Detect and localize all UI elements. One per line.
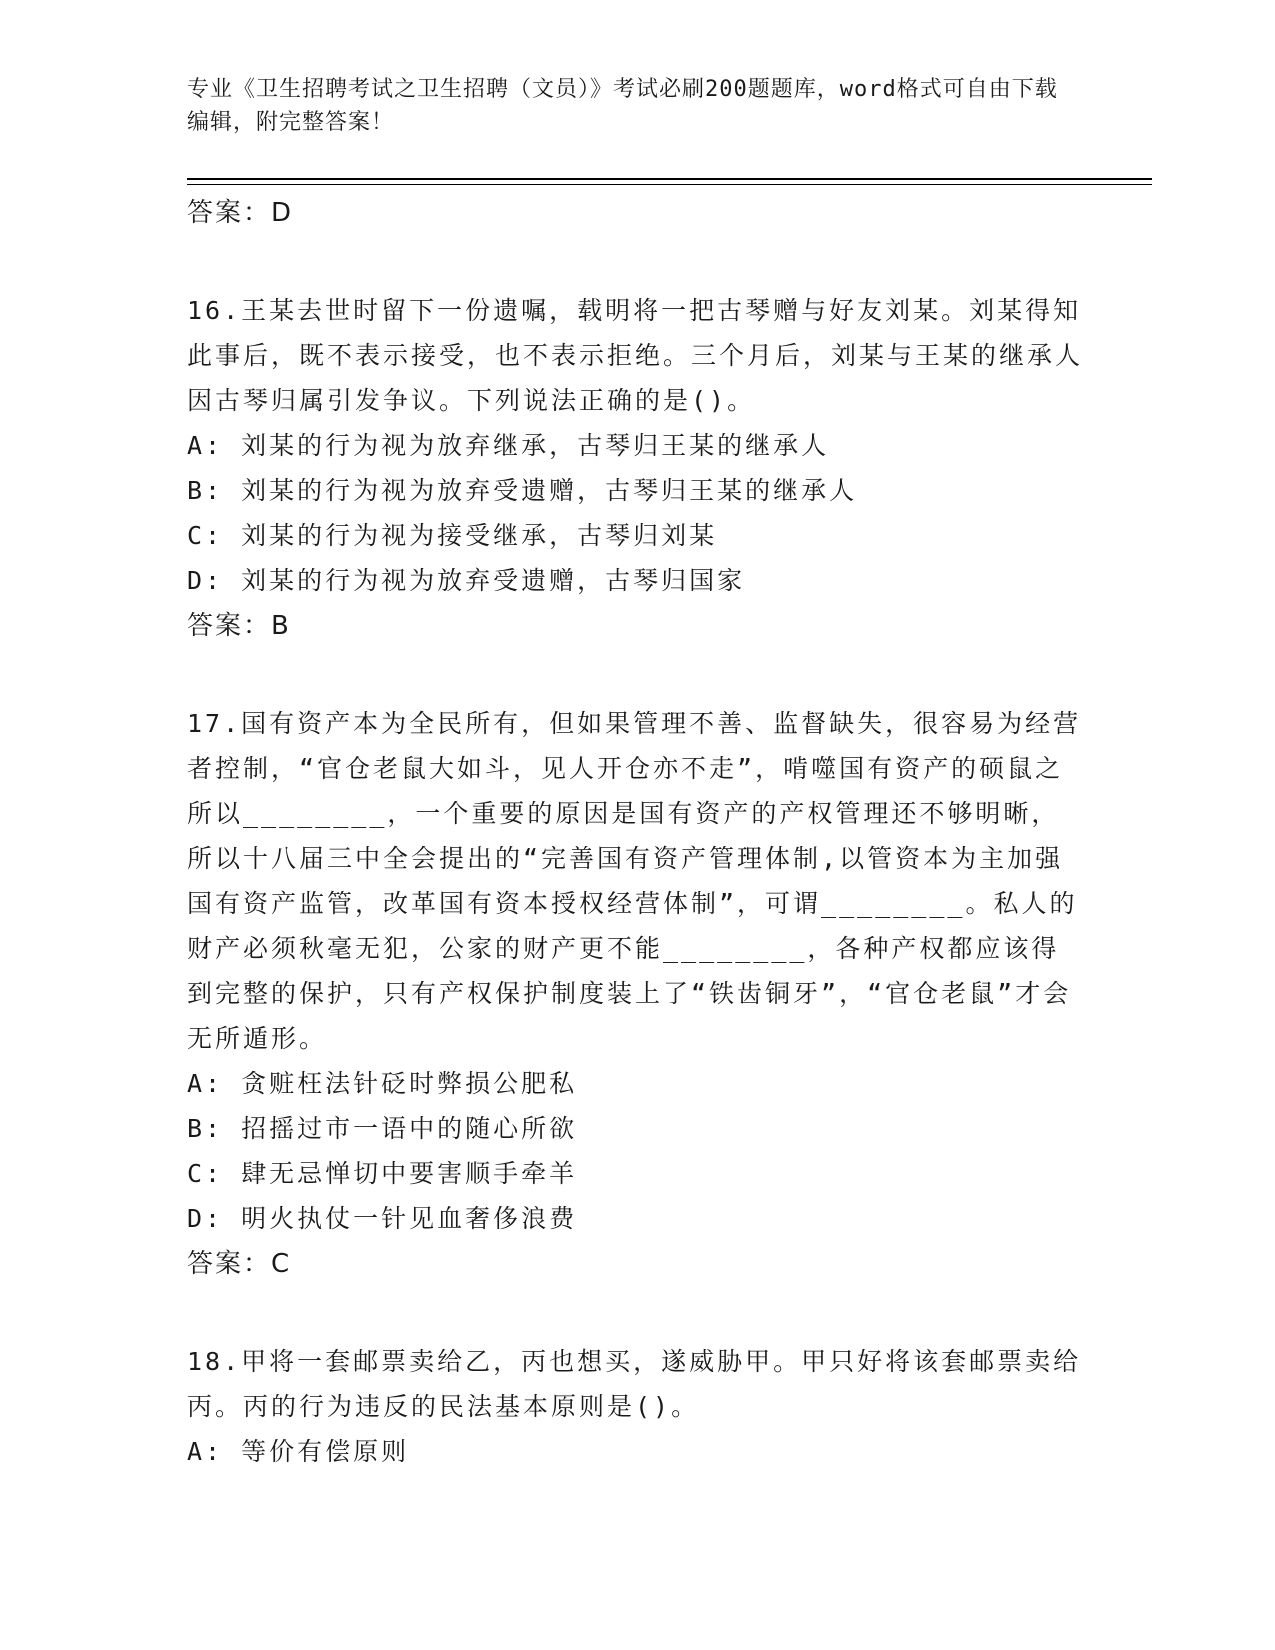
answer-label: 答案： — [187, 1249, 272, 1279]
answer-line — [187, 1241, 1087, 1287]
document-body — [187, 190, 1087, 1474]
option-a: A: 刘某的行为视为放弃继承，古琴归王某的继承人 — [187, 431, 830, 460]
option-c: C: 刘某的行为视为接受继承，古琴归刘某 — [187, 521, 718, 550]
answer-value: D — [271, 198, 294, 228]
question-18 — [187, 1339, 1087, 1474]
option-b: B: 刘某的行为视为放弃受遗赠，古琴归王某的继承人 — [187, 476, 858, 505]
option-a: A: 贪赃枉法针砭时弊损公肥私 — [187, 1069, 578, 1098]
answer-value: C — [271, 1249, 292, 1279]
question-stem: 18.甲将一套邮票卖给乙，丙也想买，遂威胁甲。甲只好将该套邮票卖给丙。丙的行为违反的民法基本原则是()。 — [187, 1347, 1082, 1421]
option-d: D: 刘某的行为视为放弃受遗赠，古琴归国家 — [187, 566, 746, 595]
question-16 — [187, 288, 1087, 649]
answer-label: 答案： — [187, 198, 272, 228]
header-rule-thick — [187, 178, 1152, 180]
option-d: D: 明火执仗一针见血奢侈浪费 — [187, 1204, 578, 1233]
question-17 — [187, 701, 1087, 1287]
document-header: 专业《卫生招聘考试之卫生招聘（文员）》考试必刷200题题库，word格式可自由下载编辑，附完整答案！ — [187, 77, 1058, 135]
answer-line — [187, 190, 1087, 236]
header-rule-thin — [187, 184, 1152, 185]
option-b: B: 招摇过市一语中的随心所欲 — [187, 1114, 578, 1143]
answer-line — [187, 603, 1087, 649]
answer-value: B — [271, 611, 291, 641]
question-stem: 17.国有资产本为全民所有，但如果管理不善、监督缺失，很容易为经营者控制，“官仓老鼠大如斗，见人开仓亦不走”，啃噬国有资产的硕鼠之所以________，一个重要的原因是国有资产的产权管理还不够明晰，所以十八届三中全会提出的“完善国有资产管理体制,以管资本为主加强国有资产监管，改革国有资本授权经营体制”，可谓________。私人的财产必须秋毫无犯，公家的财产更不能________，各种产权都应该得到完整的保护，只有产权保护制度装上了“铁齿铜牙”，“官仓老鼠”才会无所遁形。 — [187, 709, 1082, 1053]
answer-label: 答案： — [187, 611, 272, 641]
option-c: C: 肆无忌惮切中要害顺手牵羊 — [187, 1159, 578, 1188]
question-stem: 16.王某去世时留下一份遗嘱，载明将一把古琴赠与好友刘某。刘某得知此事后，既不表示接受，也不表示拒绝。三个月后，刘某与王某的继承人因古琴归属引发争议。下列说法正确的是()。 — [187, 296, 1084, 415]
option-a: A: 等价有偿原则 — [187, 1437, 410, 1466]
